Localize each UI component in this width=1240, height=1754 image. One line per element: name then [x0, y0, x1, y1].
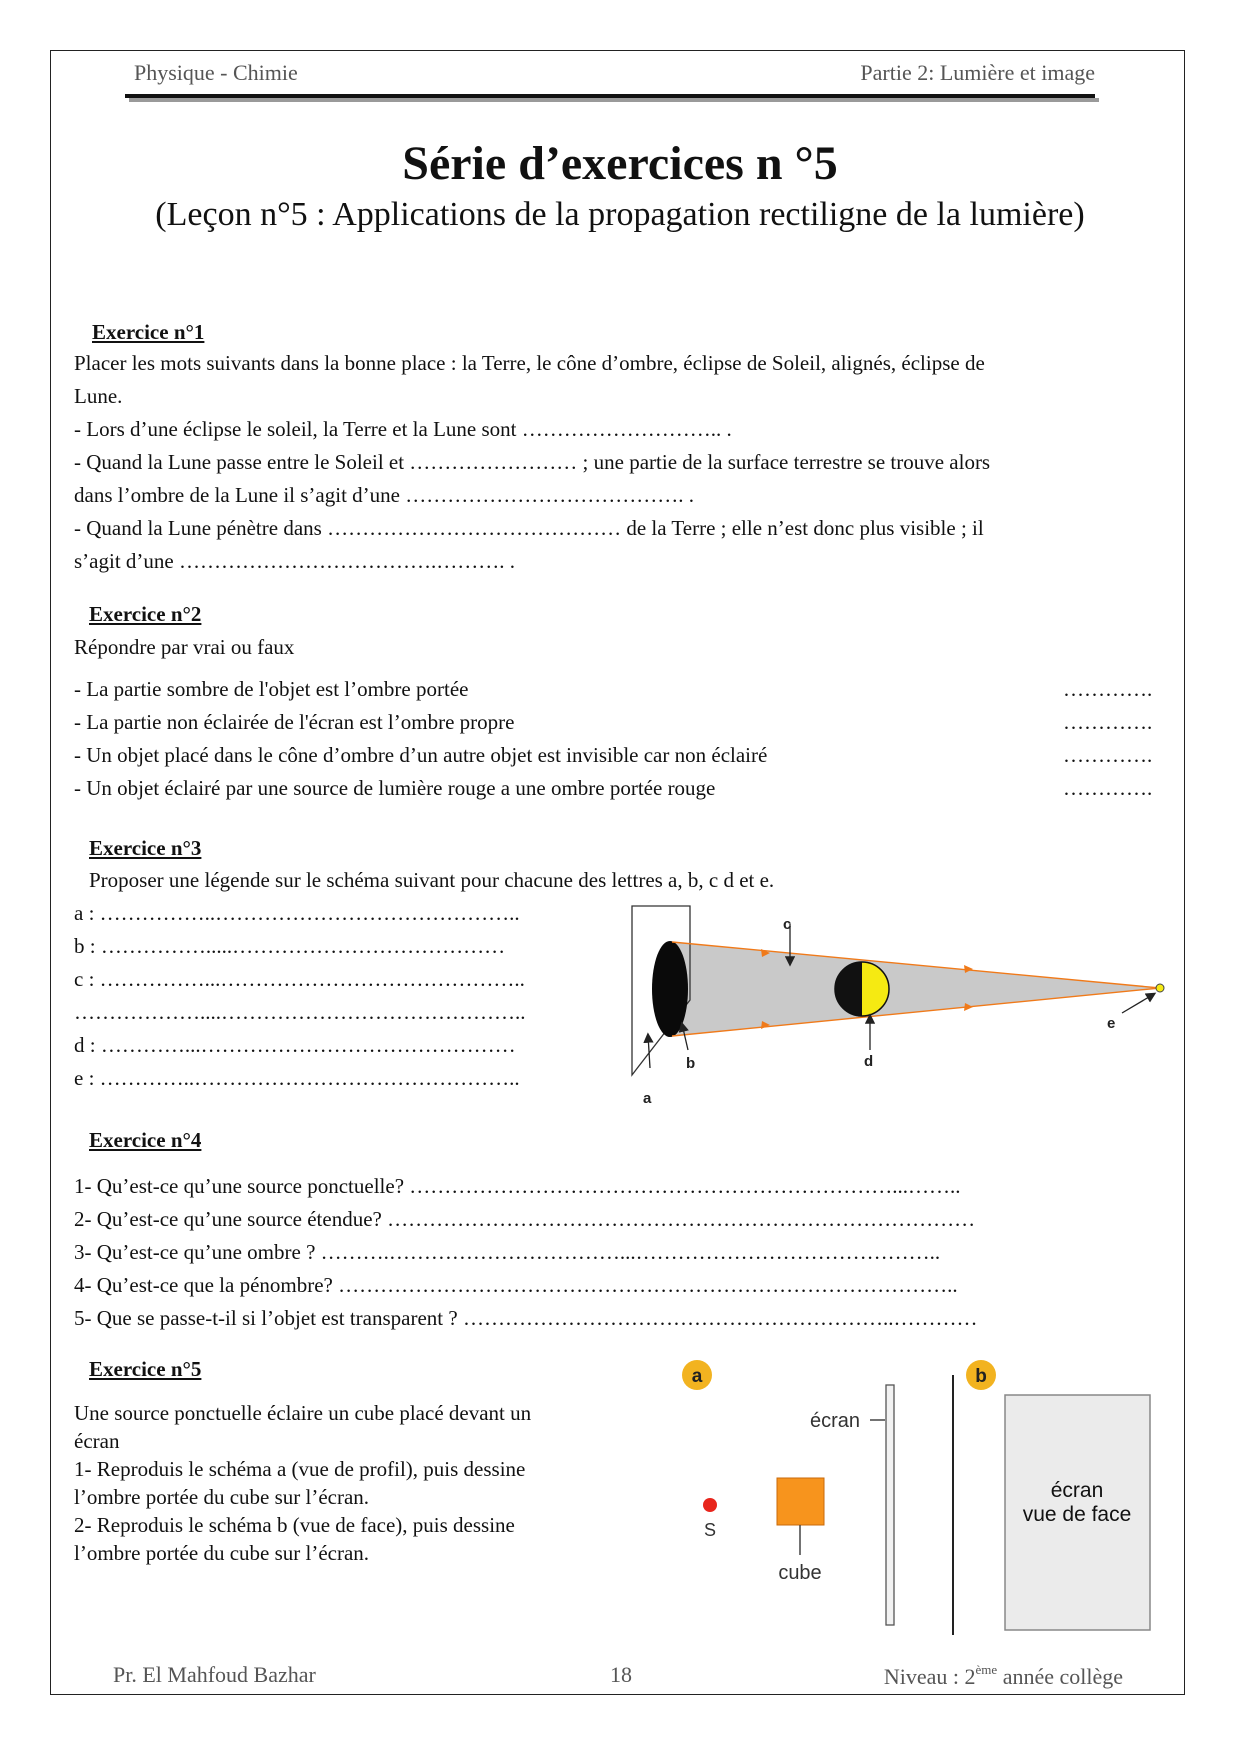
footer-level-prefix: Niveau : 2: [883, 1664, 976, 1689]
header-subject: Physique - Chimie: [134, 60, 298, 85]
ex3-line: e : …………..………………………………………..: [74, 1066, 520, 1090]
ex3-line: ………………....……………………………………..: [74, 1000, 526, 1024]
source-label: S: [703, 1520, 717, 1540]
page-title: Série d’exercices n °5: [402, 137, 838, 190]
ex2-item: - Un objet placé dans le cône d’ombre d’un autre objet est invisible car non éclairé: [74, 743, 768, 767]
label-d: d: [864, 1053, 874, 1070]
ex1-title: Exercice n°1: [92, 320, 205, 344]
header-rule: [125, 94, 1095, 98]
ex1-line: Placer les mots suivants dans la bonne place : la Terre, le cône d’ombre, éclipse de Soleil, alignés, éclipse de: [74, 351, 985, 375]
ex4-title: Exercice n°4: [89, 1128, 202, 1152]
ex3-title: Exercice n°3: [89, 836, 202, 860]
ex5-line: 2- Reproduis le schéma b (vue de face), puis dessine: [74, 1513, 515, 1537]
ex1-line: - Quand la Lune passe entre le Soleil et …………………… ; une partie de la surface terrestre se trouve alors: [74, 450, 991, 474]
ex2-item: - La partie non éclairée de l'écran est l’ombre propre: [74, 710, 515, 734]
screen-front-text-2: vue de face: [1022, 1503, 1132, 1526]
ecran-label: écran: [810, 1410, 861, 1432]
ex1-line: dans l’ombre de la Lune il s’agit d’une …………………………………. .: [74, 483, 694, 507]
ex1-line: Lune.: [74, 384, 123, 408]
footer-level-suffix: année collège: [997, 1664, 1123, 1689]
label-c: c: [783, 916, 792, 933]
ex5-line: écran: [74, 1429, 120, 1453]
ex1-line: s’agit d’une ……………………………….………. .: [74, 549, 515, 573]
ex3-line: b : …………….....…………………………………: [74, 934, 506, 958]
ex2-answer-blank: ………….: [1063, 743, 1153, 767]
cube-object: [777, 1478, 824, 1525]
ex5-line: Une source ponctuelle éclaire un cube placé devant un: [74, 1401, 532, 1425]
ex2-item: - La partie sombre de l'objet est l’ombre portée: [74, 677, 469, 701]
ex3-line: d : …………...………………………………………: [74, 1033, 516, 1057]
ex5-title: Exercice n°5: [89, 1357, 202, 1381]
cube-label: cube: [778, 1562, 822, 1584]
eclipse-diagram: [620, 900, 1190, 1120]
ex2-item: - Un objet éclairé par une source de lumière rouge a une ombre portée rouge: [74, 776, 716, 800]
ex3-line: c : ……………...……………………………………..: [74, 967, 525, 991]
ex1-line: - Quand la Lune pénètre dans …………………………………… de la Terre ; elle n’est donc plus visible ; il: [74, 516, 984, 540]
label-a: a: [643, 1090, 652, 1107]
label-e: e: [1107, 1015, 1116, 1032]
ex5-line: l’ombre portée du cube sur l’écran.: [74, 1541, 370, 1565]
ex1-line: - Lors d’une éclipse le soleil, la Terre et la Lune sont ……………………….. .: [74, 417, 732, 441]
source-point-icon: [703, 1498, 717, 1512]
header-rule-shadow: [129, 98, 1099, 102]
ex5-line: l’ombre portée du cube sur l’écran.: [74, 1485, 370, 1509]
badge-a: a: [691, 1366, 703, 1387]
cube-shadow-figure: [670, 1355, 1160, 1640]
ex2-answer-blank: ………….: [1063, 677, 1153, 701]
page-subtitle: (Leçon n°5 : Applications de la propagation rectiligne de la lumière): [155, 196, 1085, 233]
badge-b: b: [975, 1366, 987, 1387]
ex4-question: 1- Qu’est-ce qu’une source ponctuelle? ……………………………………………………………...……..: [74, 1174, 961, 1198]
ex4-question: 4- Qu’est-ce que la pénombre? ……………………………………………………………………………..: [74, 1273, 958, 1297]
ex3-intro: Proposer une légende sur le schéma suivant pour chacune des lettres a, b, c d et e.: [89, 868, 775, 892]
ex3-line: a : ……………..……………………………………..: [74, 901, 520, 925]
footer-level: [884, 1662, 1123, 1690]
ex2-title: Exercice n°2: [89, 602, 202, 626]
screen-side-view: [886, 1385, 894, 1625]
shadow-cone: [672, 942, 1160, 1036]
label-b: b: [686, 1055, 696, 1072]
footer-level-sup: ème: [975, 1662, 998, 1677]
screen-front-text-1: écran: [1050, 1479, 1104, 1502]
ex2-intro: Répondre par vrai ou faux: [74, 635, 295, 659]
ex5-line: 1- Reproduis le schéma a (vue de profil), puis dessine: [74, 1457, 526, 1481]
ex4-question: 5- Que se passe-t-il si l’objet est transparent ? ……………………………………………………..…………: [74, 1306, 978, 1330]
ex2-answer-blank: ………….: [1063, 710, 1153, 734]
ex4-question: 3- Qu’est-ce qu’une ombre ? ……….……………………………...……………………………………..: [74, 1240, 941, 1264]
ex2-answer-blank: ………….: [1063, 776, 1153, 800]
header-part: Partie 2: Lumière et image: [860, 60, 1095, 85]
point-source: [1156, 984, 1164, 992]
footer-page-number: 18: [610, 1662, 632, 1687]
ex4-question: 2- Qu’est-ce qu’une source étendue? …………………………………………………………………………: [74, 1207, 976, 1231]
footer-author: Pr. El Mahfoud Bazhar: [113, 1662, 316, 1687]
screen-shadow: [652, 941, 688, 1037]
